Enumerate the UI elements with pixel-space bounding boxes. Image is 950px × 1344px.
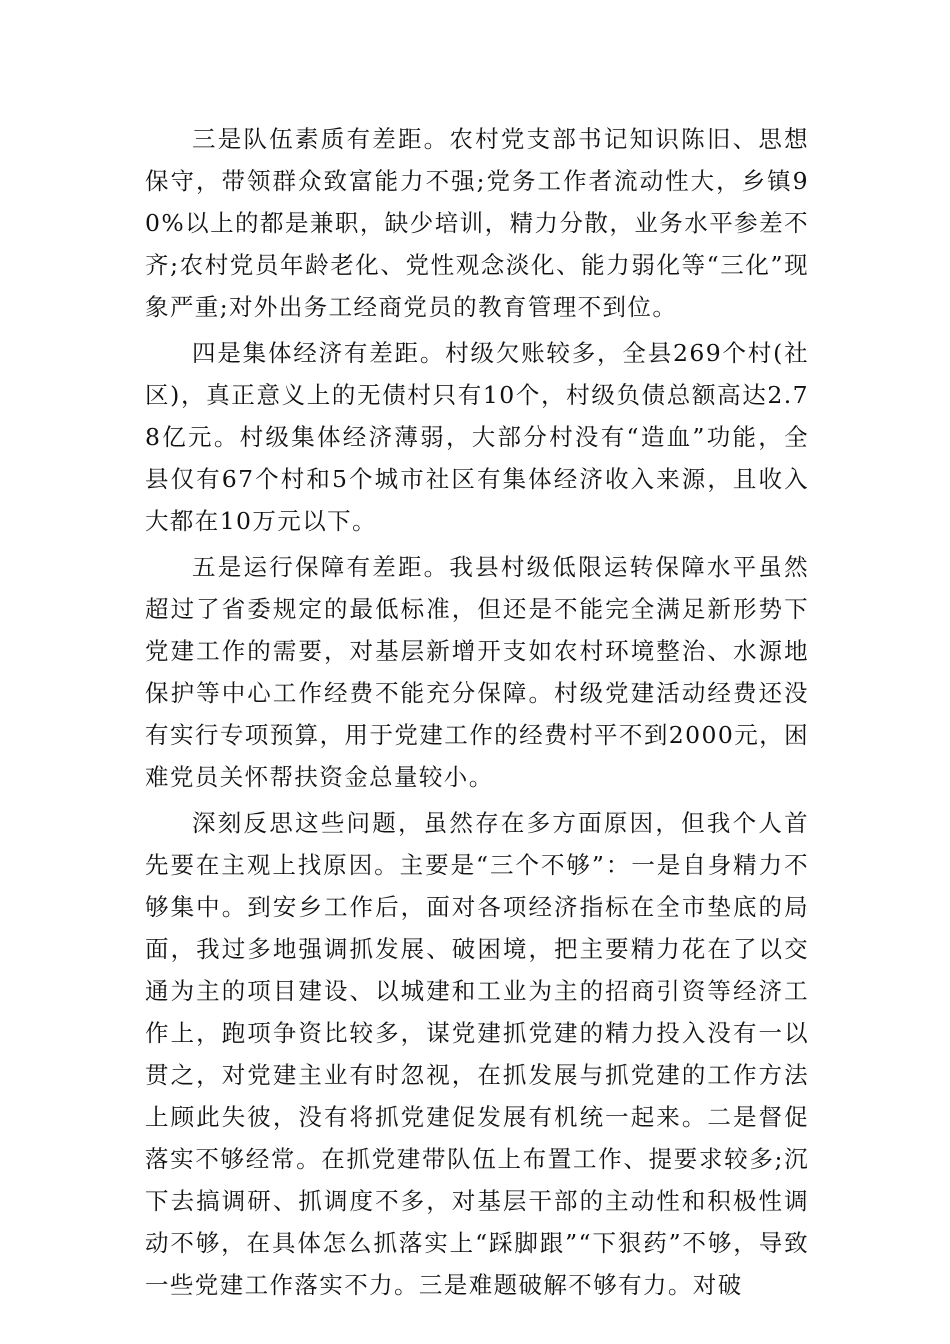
paragraph-collective-economy: 四是集体经济有差距。村级欠账较多，全县269个村(社区)，真正意义上的无债村只有10个，村级负债总额高达2.78亿元。村级集体经济薄弱，大部分村没有“造血”功能，全县仅有67个村和5个城市社区有集体经济收入来源，且收入大都在10万元以下。 xyxy=(145,339,809,535)
paragraph-self-reflection: 深刻反思这些问题，虽然存在多方面原因，但我个人首先要在主观上找原因。主要是“三个不够”：一是自身精力不够集中。到安乡工作后，面对各项经济指标在全市垫底的局面，我过多地强调抓发展、破困境，把主要精力花在了以交通为主的项目建设、以城建和工业为主的招商引资等经济工作上，跑项争资比较多，谋党建抓党建的精力投入没有一以贯之，对党建主业有时忽视，在抓发展与抓党建的工作方法上顾此失彼，没有将抓党建促发展有机统一起来。二是督促落实不够经常。在抓党建带队伍上布置工作、提要求较多;沉下去搞调研、抓调度不多，对基层干部的主动性和积极性调动不够，在具体怎么抓落实上“踩脚跟”“下狠药”不够，导致一些党建工作落实不力。三是难题破解不够有力。对破 xyxy=(145,809,809,1299)
document-body xyxy=(145,118,809,1310)
paragraph-team-quality: 三是队伍素质有差距。农村党支部书记知识陈旧、思想保守，带领群众致富能力不强;党务工作者流动性大，乡镇90%以上的都是兼职，缺少培训，精力分散，业务水平参差不齐;农村党员年龄老化、党性观念淡化、能力弱化等“三化”现象严重;对外出务工经商党员的教育管理不到位。 xyxy=(145,125,809,321)
paragraph-operation-guarantee: 五是运行保障有差距。我县村级低限运转保障水平虽然超过了省委规定的最低标准，但还是不能完全满足新形势下党建工作的需要，对基层新增开支如农村环境整治、水源地保护等中心工作经费不能充分保障。村级党建活动经费还没有实行专项预算，用于党建工作的经费村平不到2000元，困难党员关怀帮扶资金总量较小。 xyxy=(145,553,809,791)
